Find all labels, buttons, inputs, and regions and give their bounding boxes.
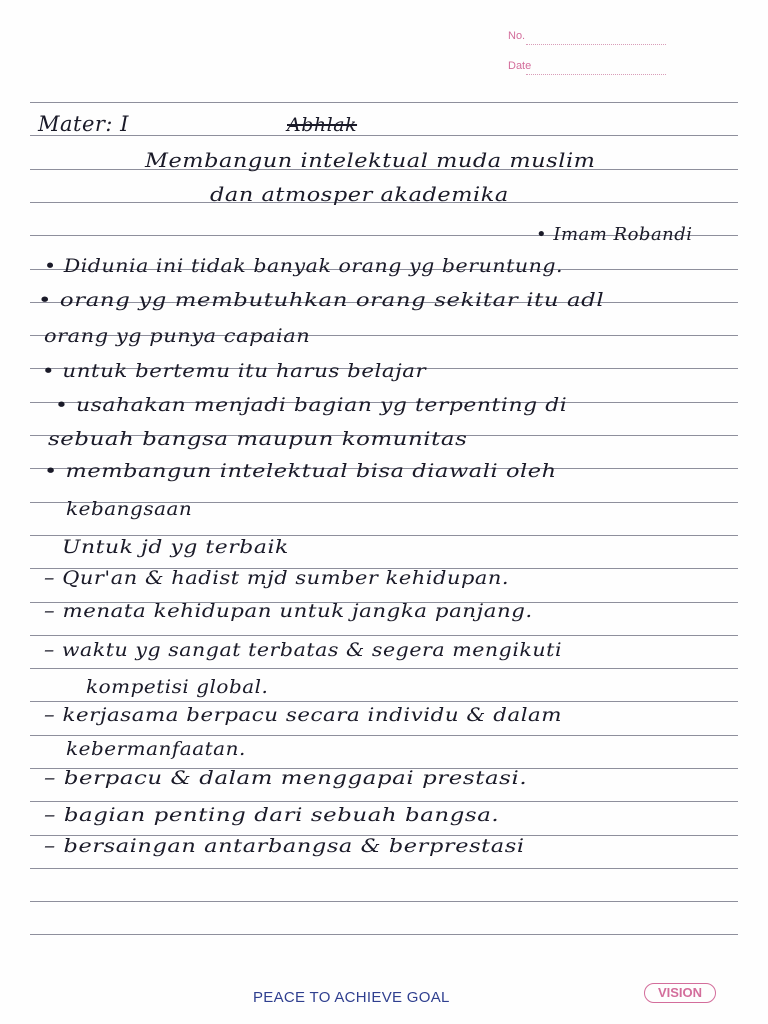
note-line: – waktu yg sangat terbatas & segera mengikuti bbox=[44, 639, 563, 661]
struck-word: Abhlak bbox=[287, 114, 358, 136]
note-line: • orang yg membutuhkan orang sekitar itu adl bbox=[38, 289, 605, 311]
note-line: Untuk jd yg terbaik bbox=[62, 536, 289, 558]
note-line: – bagian penting dari sebuah bangsa. bbox=[44, 804, 500, 826]
ruled-line bbox=[30, 668, 738, 669]
ruled-line bbox=[30, 701, 738, 702]
ruled-line bbox=[30, 102, 738, 103]
note-line: – bersaingan antarbangsa & berprestasi bbox=[44, 835, 525, 857]
ruled-line bbox=[30, 901, 738, 902]
footer-slogan: PEACE TO ACHIEVE GOAL bbox=[253, 989, 450, 1006]
note-line: – kerjasama berpacu secara individu & dalam bbox=[44, 704, 563, 726]
note-line: – Qur'an & hadist mjd sumber kehidupan. bbox=[44, 567, 510, 589]
no-field bbox=[508, 30, 525, 42]
ruled-line bbox=[30, 635, 738, 636]
note-line: • Didunia ini tidak banyak orang yg beruntung. bbox=[44, 255, 564, 277]
ruled-line bbox=[30, 735, 738, 736]
ruled-line bbox=[30, 801, 738, 802]
note-line: kebangsaan bbox=[66, 498, 193, 520]
ruled-line bbox=[30, 868, 738, 869]
no-label: No. bbox=[508, 30, 526, 42]
note-line: orang yg punya capaian bbox=[44, 325, 311, 347]
material-label: Mater: I bbox=[38, 112, 129, 136]
note-line: • usahakan menjadi bagian yg terpenting di bbox=[55, 394, 568, 416]
note-line: sebuah bangsa maupun komunitas bbox=[48, 428, 468, 450]
title-line-1: Membangun intelektual muda muslim bbox=[145, 148, 596, 172]
author-name: • Imam Robandi bbox=[536, 224, 693, 245]
date-label: Date bbox=[508, 60, 532, 72]
title-line-2: dan atmosper akademika bbox=[210, 182, 509, 206]
note-line: • membangun intelektual bisa diawali oleh bbox=[44, 460, 557, 482]
note-line: • untuk bertemu itu harus belajar bbox=[42, 360, 427, 382]
note-line: – berpacu & dalam menggapai prestasi. bbox=[44, 767, 528, 789]
note-line: kebermanfaatan. bbox=[66, 738, 246, 760]
ruled-line bbox=[30, 934, 738, 935]
ruled-line bbox=[30, 135, 738, 136]
note-line: kompetisi global. bbox=[86, 676, 269, 698]
note-line: – menata kehidupan untuk jangka panjang. bbox=[44, 600, 533, 622]
brand-logo: VISION bbox=[644, 983, 716, 1003]
date-field bbox=[508, 60, 531, 72]
